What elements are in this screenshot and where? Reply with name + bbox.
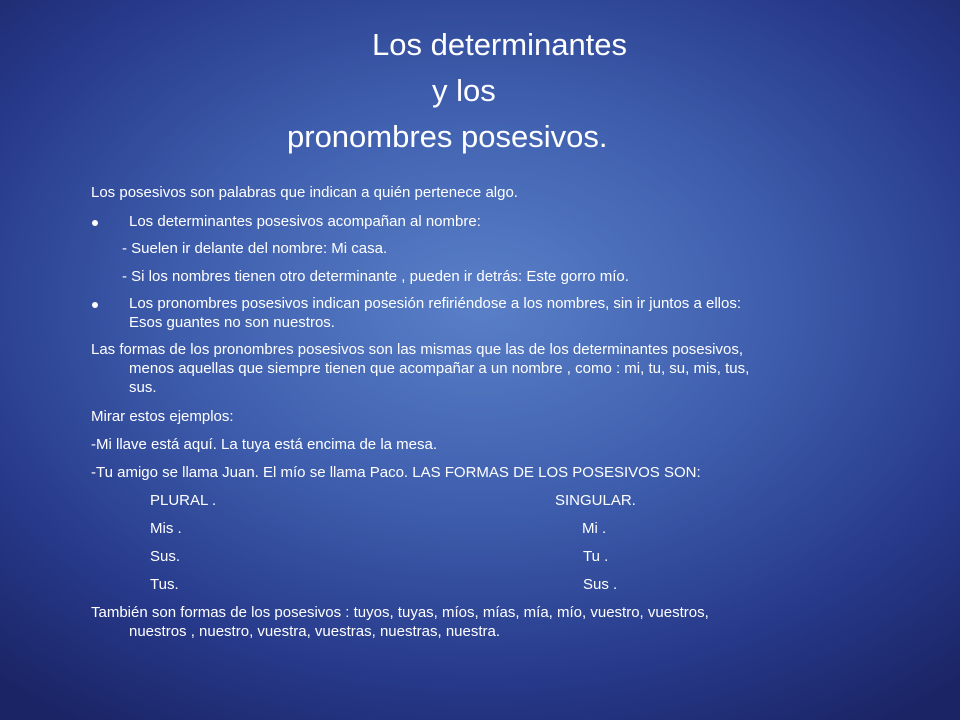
forms-paragraph-line-3: sus.	[129, 379, 157, 396]
title-line-3: pronombres posesivos.	[287, 119, 608, 154]
bullet-dot-icon	[92, 302, 98, 308]
sub-point-delante: - Suelen ir delante del nombre: Mi casa.	[122, 240, 388, 257]
bullet-determinantes: Los determinantes posesivos acompañan al nombre:	[129, 213, 481, 230]
also-forms-line-2: nuestros , nuestro, vuestra, vuestras, nuestras, nuestra.	[129, 623, 501, 640]
example-1: -Mi llave está aquí. La tuya está encima de la mesa.	[91, 436, 438, 453]
table-cell-singular: Tu .	[583, 548, 609, 565]
slide-title	[0, 22, 960, 162]
title-line-1: Los determinantes	[372, 27, 628, 62]
sub-point-detras: - Si los nombres tienen otro determinante , pueden ir detrás: Este gorro mío.	[122, 268, 629, 285]
bullet-pronombres-line-1: Los pronombres posesivos indican posesión refiriéndose a los nombres, sin ir juntos a ellos:	[129, 295, 741, 312]
also-forms-line-1: También son formas de los posesivos : tuyos, tuyas, míos, mías, mía, mío, vuestro, vuestros,	[91, 604, 709, 621]
table-header-singular: SINGULAR.	[555, 492, 636, 509]
intro-text: Los posesivos son palabras que indican a quién pertenece algo.	[91, 184, 518, 201]
table-cell-singular: Sus .	[583, 576, 618, 593]
example-2: -Tu amigo se llama Juan. El mío se llama Paco. LAS FORMAS DE LOS POSESIVOS SON:	[91, 464, 701, 481]
bullet-dot-icon	[92, 220, 98, 226]
table-cell-plural: Sus.	[150, 548, 181, 565]
bullet-pronombres-line-2: Esos guantes no son nuestros.	[129, 314, 335, 331]
table-cell-plural: Mis .	[150, 520, 182, 537]
table-header-plural: PLURAL .	[150, 492, 217, 509]
table-cell-singular: Mi .	[582, 520, 607, 537]
examples-intro: Mirar estos ejemplos:	[91, 408, 234, 425]
table-cell-plural: Tus.	[150, 576, 179, 593]
forms-paragraph-line-1: Las formas de los pronombres posesivos son las mismas que las de los determinantes posesivos,	[91, 341, 743, 358]
forms-paragraph-line-2: menos aquellas que siempre tienen que acompañar a un nombre , como : mi, tu, su, mis, tus,	[129, 360, 750, 377]
title-line-2: y los	[432, 73, 496, 108]
